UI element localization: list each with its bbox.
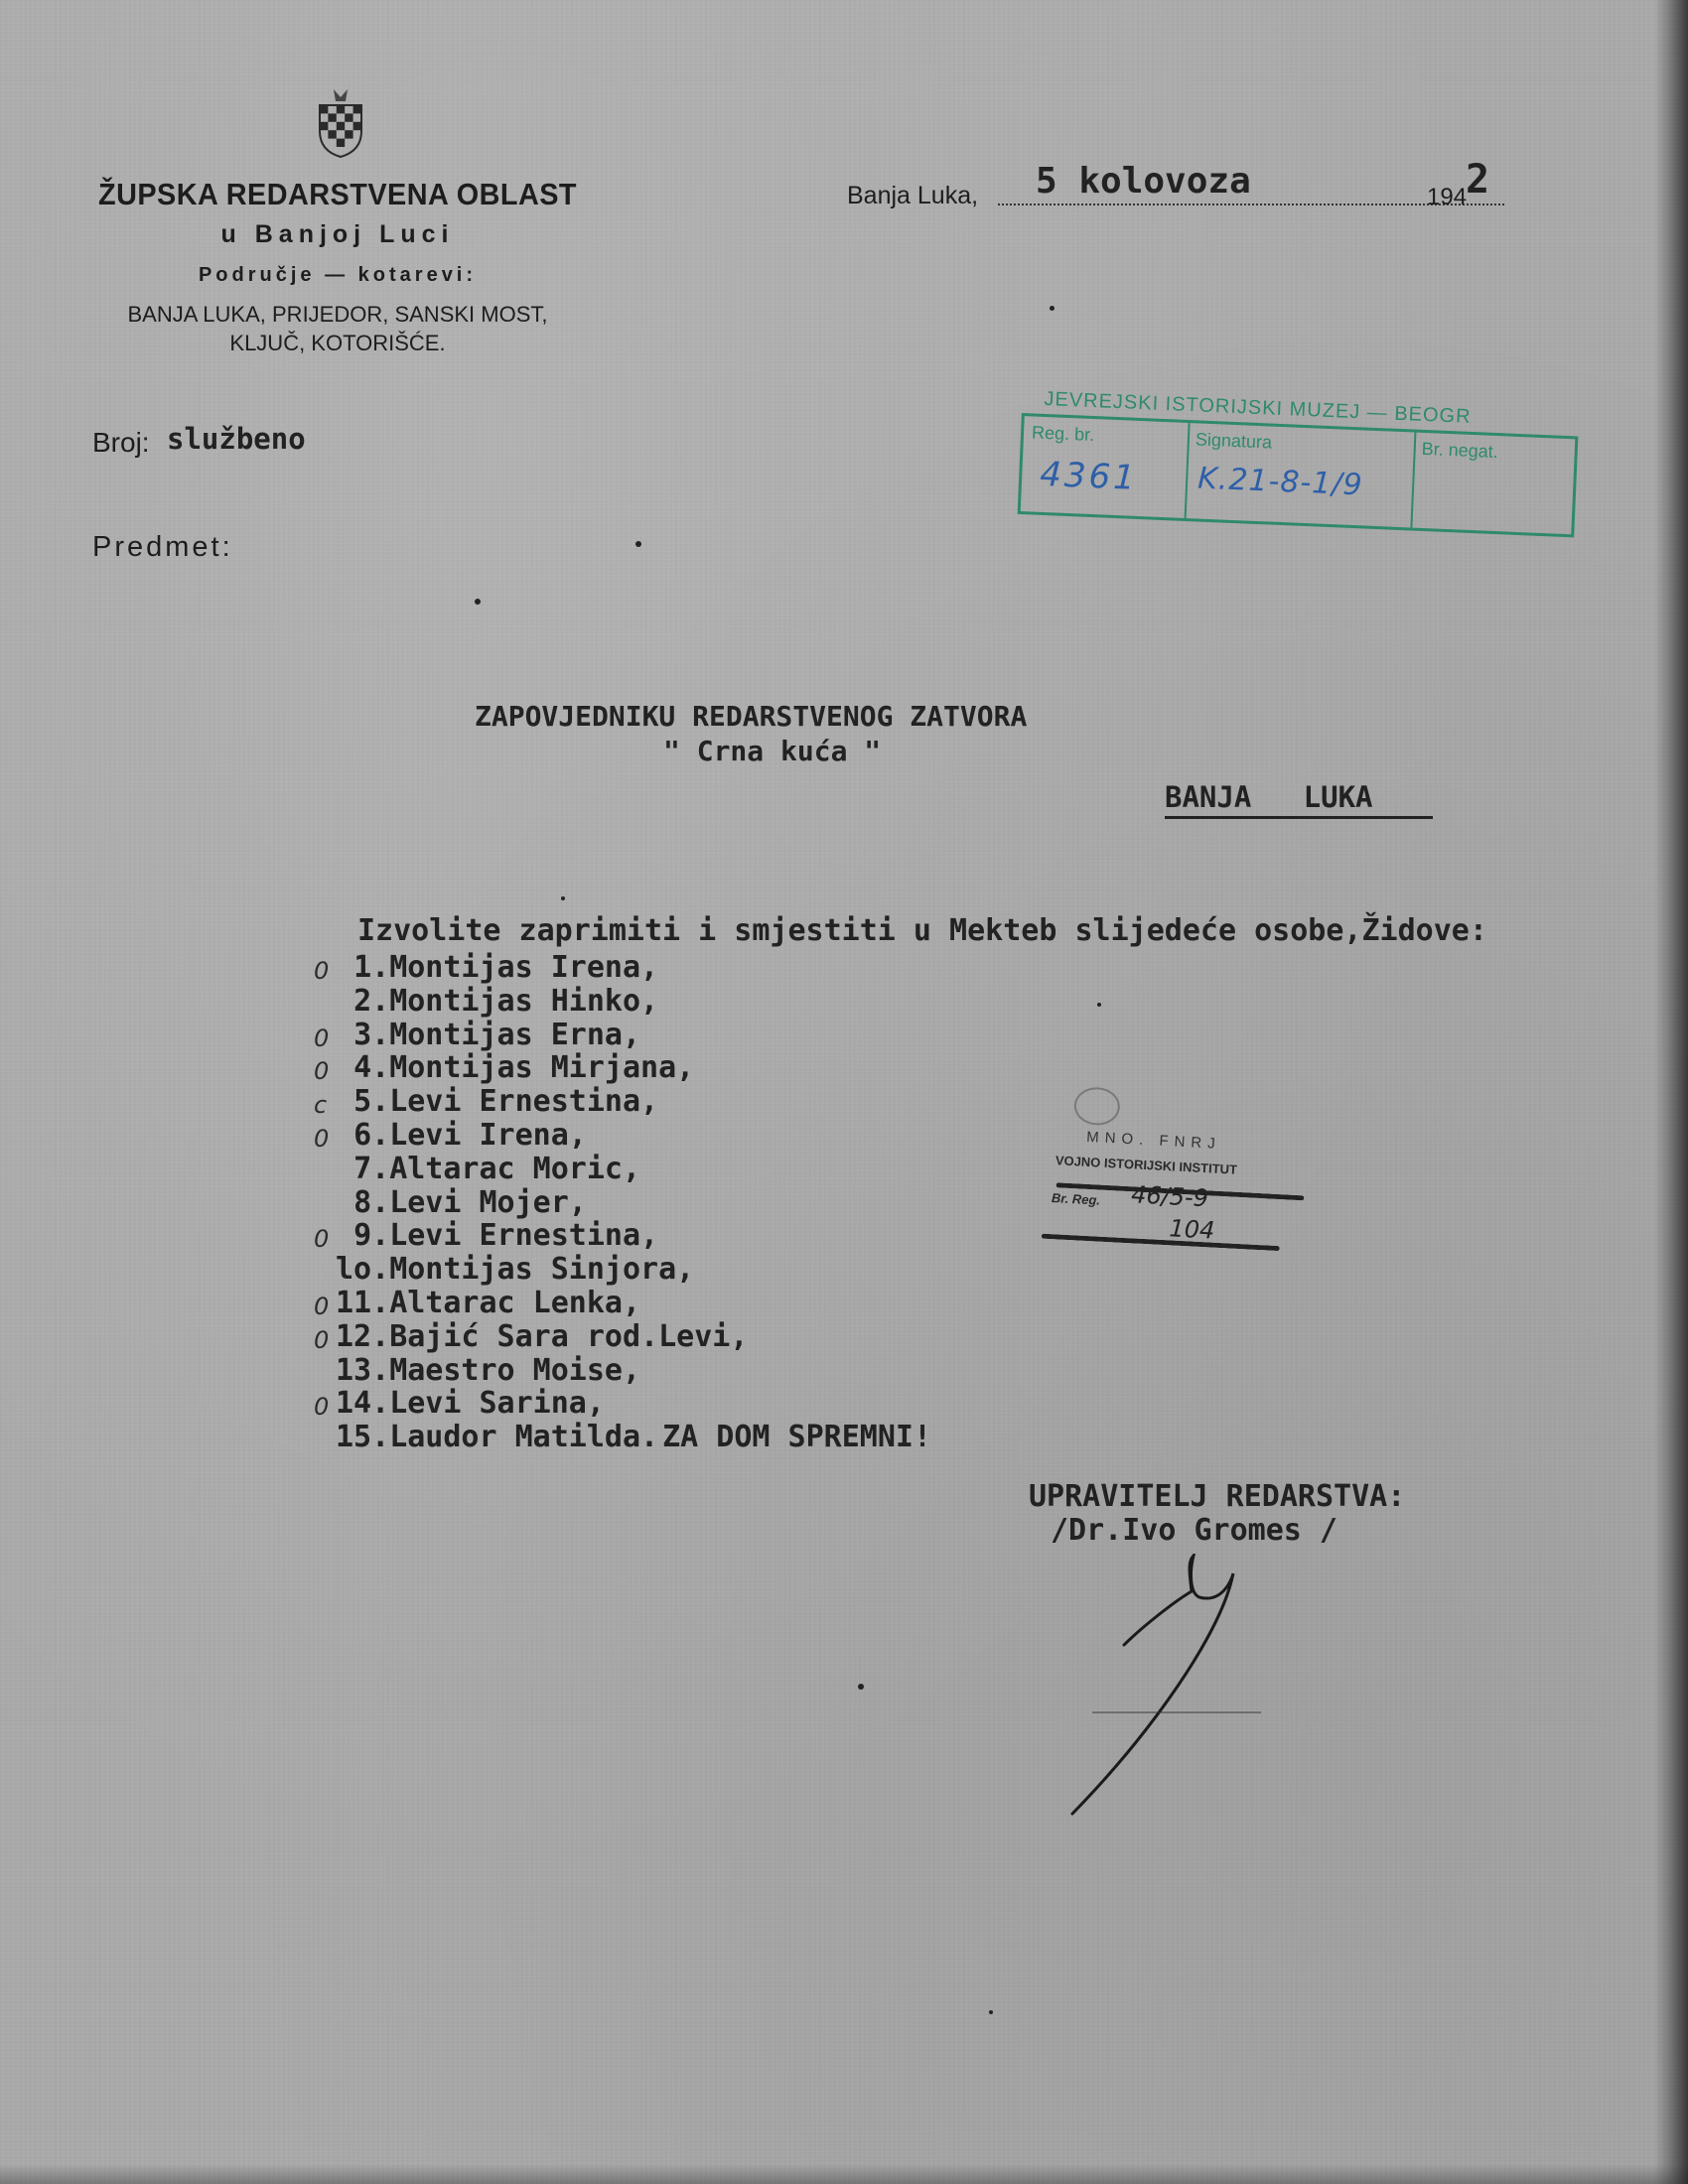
stamp-signature-label: Signatura bbox=[1195, 429, 1273, 453]
closing-salute: ZA DOM SPREMNI! bbox=[662, 1420, 932, 1455]
person-number: 12. bbox=[336, 1318, 390, 1354]
person-list-item bbox=[336, 985, 931, 1019]
person-name: Levi Ernestina, bbox=[389, 1218, 659, 1254]
intro-sentence: Izvolite zaprimiti i smjestiti u Mekteb slijedeće osobe,Židove: bbox=[357, 913, 1487, 948]
addressee-underline bbox=[1165, 816, 1433, 819]
person-name: Montijas Erna, bbox=[389, 1017, 641, 1052]
person-number: 4. bbox=[353, 1050, 390, 1086]
scan-speck bbox=[1050, 306, 1055, 311]
person-list-item bbox=[314, 1318, 931, 1354]
scan-speck bbox=[989, 2010, 993, 2014]
person-number: 5. bbox=[353, 1084, 390, 1120]
stamp-box bbox=[1018, 413, 1579, 537]
person-name: Montijas Mirjana, bbox=[389, 1050, 695, 1086]
scan-speck bbox=[561, 896, 565, 900]
handwritten-signature bbox=[1023, 1554, 1350, 1822]
scan-speck bbox=[858, 1684, 864, 1690]
person-list-item bbox=[336, 1153, 931, 1186]
ministry-stamp-title: MNO. FNRJ bbox=[1085, 1128, 1222, 1153]
person-name: Montijas Irena, bbox=[389, 950, 659, 985]
addressee-line2: " Crna kuća " bbox=[663, 735, 882, 767]
person-number: 3. bbox=[353, 1017, 390, 1052]
person-list bbox=[314, 950, 932, 1455]
ministry-stamp-institute: VOJNO ISTORIJSKI INSTITUT bbox=[1055, 1153, 1238, 1177]
person-list-item bbox=[314, 1084, 931, 1120]
date-place: Banja Luka, bbox=[847, 182, 979, 209]
person-name: Montijas Sinjora, bbox=[389, 1252, 695, 1288]
person-list-item bbox=[336, 1421, 931, 1454]
person-number-indent bbox=[336, 1050, 353, 1085]
person-number: 13. bbox=[336, 1352, 390, 1388]
scan-edge-right bbox=[1654, 0, 1688, 2184]
signer-title: UPRAVITELJ REDARSTVA: bbox=[1029, 1479, 1406, 1514]
checkmark-annotation: 0 bbox=[314, 957, 330, 985]
person-number: 2. bbox=[353, 983, 390, 1019]
checkmark-annotation: 0 bbox=[314, 1325, 330, 1354]
broj-label: Broj: bbox=[92, 427, 150, 458]
ministry-stamp-line-bottom bbox=[1042, 1234, 1280, 1252]
person-name: Altarac Lenka, bbox=[389, 1285, 641, 1320]
person-number-indent bbox=[336, 1018, 353, 1052]
stamp-reg-label: Reg. br. bbox=[1031, 422, 1095, 446]
person-name: Maestro Moise, bbox=[389, 1352, 641, 1388]
person-number-indent bbox=[336, 1185, 353, 1220]
stamp-negative-label: Br. negat. bbox=[1421, 438, 1499, 463]
person-number: 15. bbox=[336, 1420, 390, 1455]
person-number: 7. bbox=[353, 1151, 390, 1186]
checkmark-annotation: 0 bbox=[314, 1393, 330, 1422]
checkmark-annotation: c bbox=[314, 1091, 328, 1120]
person-list-item bbox=[314, 1285, 931, 1320]
ministry-stamp-reg-label: Br. Reg. bbox=[1051, 1190, 1101, 1208]
person-number-indent bbox=[336, 984, 353, 1019]
stamp-header: JEVREJSKI ISTORIJSKI MUZEJ — BEOGR bbox=[1044, 387, 1472, 428]
person-number: 11. bbox=[336, 1285, 390, 1320]
person-number: 14. bbox=[336, 1386, 390, 1422]
date-year-digit: 2 bbox=[1466, 157, 1490, 203]
date-day-month: 5 kolovoza bbox=[1036, 161, 1251, 202]
person-list-item bbox=[314, 1386, 931, 1422]
checkmark-annotation: 0 bbox=[314, 1024, 330, 1052]
checkmark-annotation: 0 bbox=[314, 1057, 330, 1086]
ministry-stamp-reg-value: 46/5-9 bbox=[1130, 1180, 1209, 1213]
person-list-item bbox=[314, 1050, 931, 1086]
person-number-indent bbox=[336, 1218, 353, 1253]
scan-speck bbox=[1097, 1003, 1101, 1007]
area-label: Područje — kotarevi: bbox=[198, 264, 478, 286]
person-list-item bbox=[314, 1117, 931, 1153]
stamp-reg-cell bbox=[1021, 416, 1191, 518]
person-number-indent bbox=[336, 1118, 353, 1153]
area-districts-line2: KLJUČ, KOTORIŠĆE. bbox=[229, 331, 446, 355]
person-number: 1. bbox=[353, 950, 390, 985]
person-name: Montijas Hinko, bbox=[389, 983, 659, 1019]
ministry-stamp-sub-value: 104 bbox=[1168, 1214, 1215, 1245]
scan-edge-bottom bbox=[0, 2164, 1688, 2184]
coat-of-arms-emblem bbox=[316, 87, 365, 159]
person-number-indent bbox=[336, 950, 353, 985]
person-name: Levi Irena, bbox=[389, 1117, 587, 1153]
person-number: 8. bbox=[353, 1184, 390, 1220]
stamp-signature-cell bbox=[1185, 423, 1417, 528]
broj-value: službeno bbox=[167, 422, 306, 456]
museum-archive-stamp bbox=[1017, 387, 1578, 541]
area-districts-line1: BANJA LUKA, PRIJEDOR, SANSKI MOST, bbox=[127, 302, 548, 327]
addressee-city: BANJA LUKA bbox=[1165, 780, 1373, 814]
ministry-archive-stamp bbox=[1040, 1085, 1327, 1278]
stamp-reg-value: 4361 bbox=[1039, 454, 1139, 498]
person-list-item bbox=[336, 1253, 931, 1287]
checkmark-annotation: 0 bbox=[314, 1292, 330, 1320]
date-year-prefix: 194 bbox=[1427, 184, 1468, 210]
person-name: Altarac Moric, bbox=[389, 1151, 641, 1186]
person-name: Levi Ernestina, bbox=[389, 1084, 659, 1120]
predmet-label: Predmet: bbox=[92, 531, 233, 563]
person-name: Levi Sarina, bbox=[389, 1386, 605, 1422]
checkmark-annotation: 0 bbox=[314, 1225, 330, 1254]
office-title: ŽUPSKA REDARSTVENA OBLAST bbox=[97, 177, 578, 211]
checkmark-annotation: 0 bbox=[314, 1124, 330, 1153]
person-name: Laudor Matilda. bbox=[389, 1420, 659, 1455]
addressee-line1: ZAPOVJEDNIKU REDARSTVENOG ZATVORA bbox=[475, 700, 1028, 733]
stamp-negative-cell bbox=[1410, 433, 1572, 535]
person-list-item bbox=[314, 1017, 931, 1052]
person-list-item bbox=[314, 1218, 931, 1254]
person-number-indent bbox=[336, 1152, 353, 1186]
signer-name: /Dr.Ivo Gromes / bbox=[1051, 1513, 1337, 1548]
person-number-indent bbox=[336, 1084, 353, 1119]
ministry-stamp-emblem bbox=[1073, 1086, 1121, 1126]
person-number: 9. bbox=[353, 1218, 390, 1254]
person-number: 6. bbox=[353, 1117, 390, 1153]
scan-speck bbox=[635, 541, 641, 547]
person-name: Levi Mojer, bbox=[389, 1184, 587, 1220]
person-name: Bajić Sara rod.Levi, bbox=[389, 1318, 749, 1354]
office-location: u Banjoj Luci bbox=[220, 220, 455, 248]
stamp-signature-value: K.21-8-1/9 bbox=[1196, 461, 1364, 503]
person-list-item bbox=[314, 950, 931, 985]
person-list-item bbox=[336, 1186, 931, 1220]
scan-speck bbox=[475, 599, 481, 605]
person-list-item bbox=[336, 1354, 931, 1388]
person-number: lo. bbox=[336, 1252, 390, 1288]
